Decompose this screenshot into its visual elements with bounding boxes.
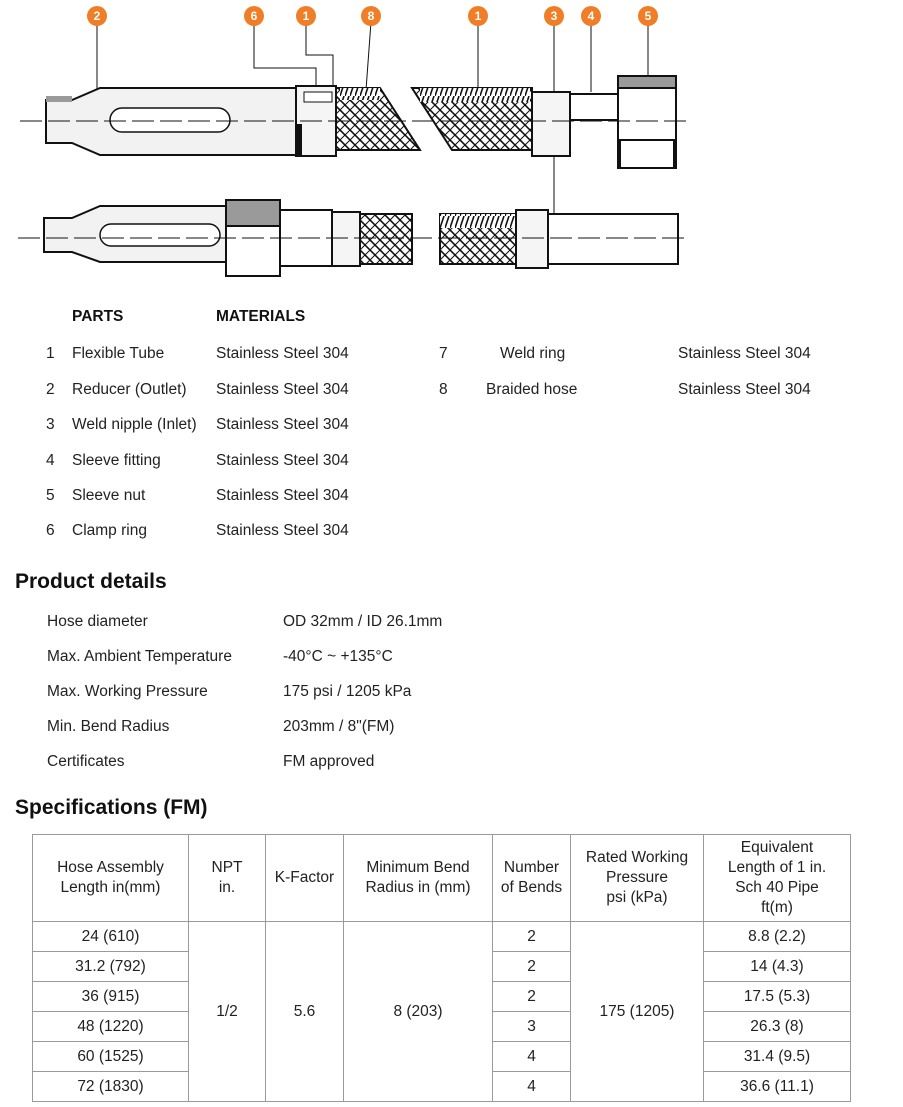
part-name: Weld nipple (Inlet): [72, 416, 197, 433]
detail-label: Max. Working Pressure: [47, 683, 208, 700]
cell-equiv-length: 26.3 (8): [704, 1012, 851, 1042]
part-number: 5: [46, 487, 55, 504]
cell-length: 24 (610): [33, 922, 189, 952]
part-material: Stainless Steel 304: [216, 487, 349, 504]
part-material: Stainless Steel 304: [678, 345, 811, 362]
cell-equiv-length: 8.8 (2.2): [704, 922, 851, 952]
cell-bends: 4: [493, 1042, 571, 1072]
product-details-heading: Product details: [15, 570, 167, 593]
svg-text:5: 5: [644, 9, 652, 23]
svg-text:2: 2: [93, 9, 101, 23]
col-header-equiv-length: Equivalent Length of 1 in. Sch 40 Pipe ft(m): [704, 835, 851, 922]
cell-bends: 2: [493, 922, 571, 952]
part-name: Reducer (Outlet): [72, 381, 187, 398]
callout-8: [361, 6, 381, 26]
part-name: Weld ring: [500, 345, 566, 362]
specifications-table: [32, 834, 851, 1102]
part-number: 2: [46, 381, 55, 398]
col-header-npt: NPT in.: [189, 835, 266, 922]
callout-markers: [87, 6, 658, 26]
part-number: 1: [46, 345, 55, 362]
part-name: Sleeve fitting: [72, 452, 161, 469]
detail-value: 203mm / 8"(FM): [283, 718, 395, 735]
col-header-bends: Number of Bends: [493, 835, 571, 922]
svg-text:6: 6: [250, 9, 258, 23]
cell-bends: 2: [493, 982, 571, 1012]
svg-text:8: 8: [367, 9, 375, 23]
parts-column-header: PARTS: [72, 308, 124, 325]
table-header-row: [33, 835, 851, 922]
callout-5: [638, 6, 658, 26]
svg-text:1: 1: [302, 9, 310, 23]
callout-3: [544, 6, 564, 26]
cell-length: 31.2 (792): [33, 952, 189, 982]
cell-length: 36 (915): [33, 982, 189, 1012]
callout-2: [87, 6, 107, 26]
col-header-length: Hose Assembly Length in(mm): [33, 835, 189, 922]
svg-text:3: 3: [550, 9, 558, 23]
cell-bends: 4: [493, 1072, 571, 1102]
part-name: Braided hose: [486, 381, 578, 398]
cell-bends: 3: [493, 1012, 571, 1042]
cell-kfactor: 5.6: [266, 922, 344, 1102]
detail-label: Min. Bend Radius: [47, 718, 170, 735]
cell-length: 72 (1830): [33, 1072, 189, 1102]
cell-length: 48 (1220): [33, 1012, 189, 1042]
hose-assembly-diagram: [0, 0, 903, 285]
svg-text:1: 1: [474, 9, 482, 23]
cell-equiv-length: 31.4 (9.5): [704, 1042, 851, 1072]
detail-value: FM approved: [283, 753, 375, 770]
part-material: Stainless Steel 304: [216, 381, 349, 398]
cell-equiv-length: 17.5 (5.3): [704, 982, 851, 1012]
part-number: 7: [439, 345, 448, 362]
part-material: Stainless Steel 304: [216, 452, 349, 469]
col-header-bend-radius: Minimum Bend Radius in (mm): [344, 835, 493, 922]
part-material: Stainless Steel 304: [216, 416, 349, 433]
detail-label: Certificates: [47, 753, 125, 770]
cell-length: 60 (1525): [33, 1042, 189, 1072]
part-material: Stainless Steel 304: [678, 381, 811, 398]
detail-value: 175 psi / 1205 kPa: [283, 683, 412, 700]
detail-label: Hose diameter: [47, 613, 148, 630]
detail-value: -40°C ~ +135°C: [283, 648, 393, 665]
callout-1b: [468, 6, 488, 26]
part-material: Stainless Steel 304: [216, 522, 349, 539]
top-hose-assembly: [46, 76, 676, 168]
cell-equiv-length: 14 (4.3): [704, 952, 851, 982]
part-name: Sleeve nut: [72, 487, 146, 504]
part-number: 6: [46, 522, 55, 539]
callout-6: [244, 6, 264, 26]
part-name: Clamp ring: [72, 522, 147, 539]
part-number: 8: [439, 381, 448, 398]
cell-bends: 2: [493, 952, 571, 982]
col-header-pressure: Rated Working Pressure psi (kPa): [571, 835, 704, 922]
detail-value: OD 32mm / ID 26.1mm: [283, 613, 443, 630]
col-header-kfactor: K-Factor: [266, 835, 344, 922]
part-number: 4: [46, 452, 55, 469]
part-number: 3: [46, 416, 55, 433]
cell-npt: 1/2: [189, 922, 266, 1102]
detail-label: Max. Ambient Temperature: [47, 648, 232, 665]
callout-4: [581, 6, 601, 26]
part-name: Flexible Tube: [72, 345, 165, 362]
callout-1: [296, 6, 316, 26]
part-material: Stainless Steel 304: [216, 345, 349, 362]
table-row: [33, 922, 851, 952]
cell-pressure: 175 (1205): [571, 922, 704, 1102]
specifications-heading: Specifications (FM): [15, 796, 208, 819]
svg-text:4: 4: [587, 9, 595, 23]
materials-column-header: MATERIALS: [216, 308, 306, 325]
cell-equiv-length: 36.6 (11.1): [704, 1072, 851, 1102]
cell-bend-radius: 8 (203): [344, 922, 493, 1102]
